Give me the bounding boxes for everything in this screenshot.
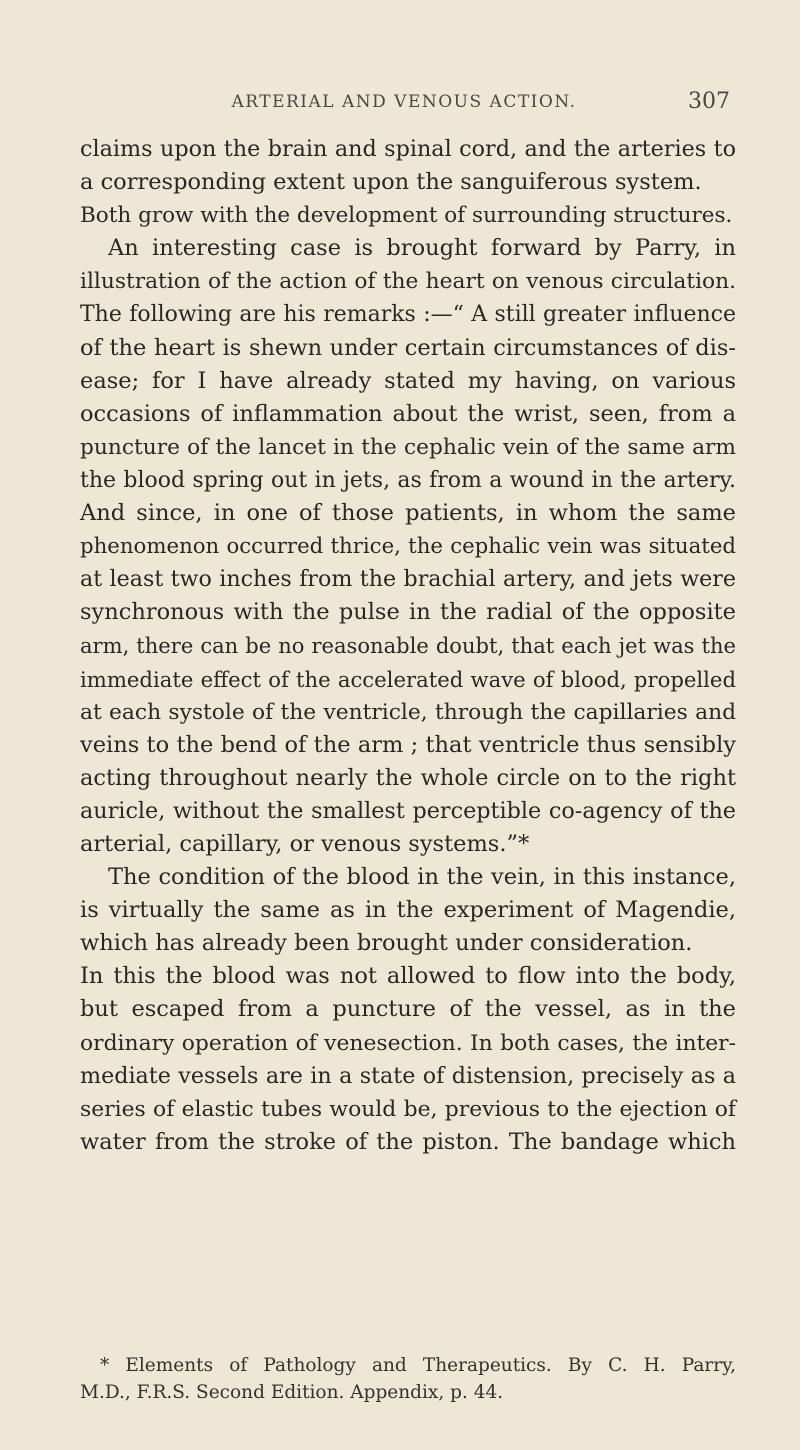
text-line: The condition of the blood in the vein, in this instance, <box>108 864 736 891</box>
text-line: ease; for I have already stated my having, on various <box>80 367 736 394</box>
body-text <box>80 133 736 1159</box>
footnote-line: M.D., F.R.S. Second Edition. Appendix, p. 44. <box>80 1382 504 1403</box>
text-line: And since, in one of those patients, in whom the same <box>80 500 736 527</box>
text-line: arm, there can be no reasonable doubt, that each jet was the <box>80 633 736 659</box>
text-line: the blood spring out in jets, as from a wound in the artery. <box>80 467 736 493</box>
text-line: acting throughout nearly the whole circle on to the right <box>80 764 736 791</box>
text-line: but escaped from a puncture of the vessel, as in the <box>80 996 736 1023</box>
running-head <box>78 89 730 122</box>
text-line: The following are his remarks :—“ A still greater influence <box>80 302 736 328</box>
text-line: synchronous with the pulse in the radial of the opposite <box>80 599 736 626</box>
text-line: claims upon the brain and spinal cord, and the arteries to <box>80 136 736 162</box>
text-line: at least two inches from the brachial artery, and jets were <box>80 566 736 593</box>
text-line: Both grow with the development of surrounding structures. <box>80 203 733 229</box>
text-line: arterial, capillary, or venous systems.”* <box>80 830 530 857</box>
text-line: series of elastic tubes would be, previous to the ejection of <box>80 1096 736 1122</box>
text-line: water from the stroke of the piston. The bandage which <box>80 1128 736 1155</box>
text-line: immediate effect of the accelerated wave of blood, propelled <box>80 666 736 692</box>
text-line: a corresponding extent upon the sanguiferous system. <box>80 169 702 196</box>
text-line: An interesting case is brought forward by Parry, in <box>108 235 736 262</box>
text-line: auricle, without the smallest perceptible co-agency of the <box>80 797 736 824</box>
text-line: is virtually the same as in the experiment of Magendie, <box>80 897 736 924</box>
text-line: puncture of the lancet in the cephalic vein of the same arm <box>80 434 736 460</box>
text-line: mediate vessels are in a state of distension, precisely as a <box>80 1062 736 1089</box>
text-line: veins to the bend of the arm ; that ventricle thus sensibly <box>80 731 736 758</box>
page-number: 307 <box>688 89 730 114</box>
text-line: In this the blood was not allowed to flow into the body, <box>80 963 736 990</box>
text-line: which has already been brought under consideration. <box>80 930 693 957</box>
text-line: ordinary operation of venesection. In both cases, the inter- <box>80 1030 736 1056</box>
running-title: ARTERIAL AND VENOUS ACTION. <box>231 92 577 112</box>
footnote-line: * Elements of Pathology and Therapeutics. By C. H. Parry, <box>100 1355 736 1376</box>
text-line: occasions of inflammation about the wrist, seen, from a <box>80 400 736 427</box>
text-line: illustration of the action of the heart on venous circulation. <box>80 269 736 295</box>
text-line: of the heart is shewn under certain circumstances of dis- <box>80 334 736 361</box>
text-line: at each systole of the ventricle, through the capillaries and <box>80 699 736 725</box>
footnote <box>80 1352 736 1406</box>
text-line: phenomenon occurred thrice, the cephalic vein was situated <box>80 534 736 560</box>
